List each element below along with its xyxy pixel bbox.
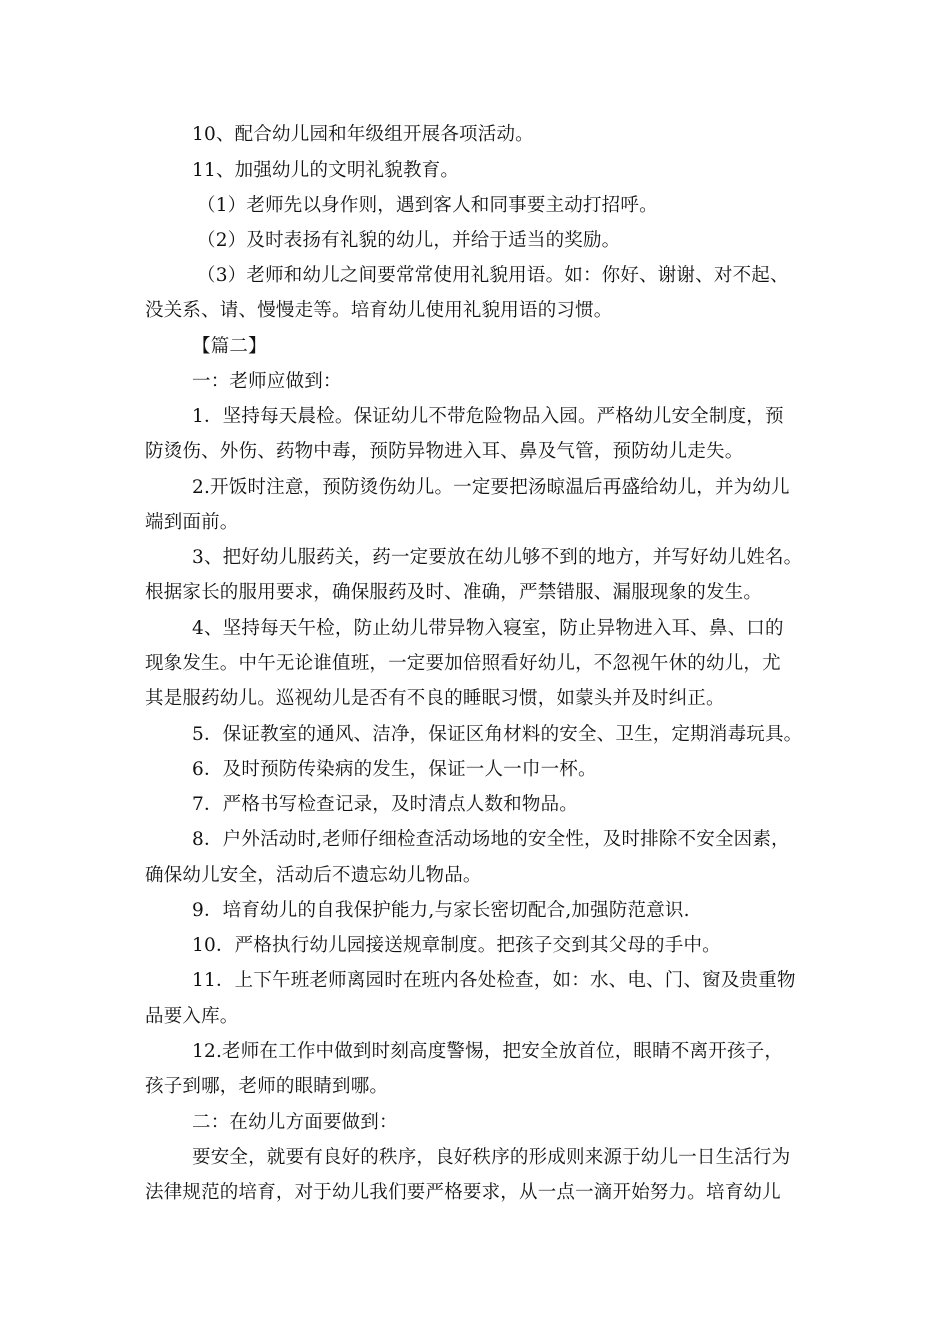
paragraph-line: 1．坚持每天晨检。保证幼儿不带危险物品入园。严格幼儿安全制度，预 [192,406,784,427]
paragraph-line: 4、坚持每天午检，防止幼儿带异物入寝室，防止异物进入耳、鼻、口的 [192,618,784,639]
section-heading: 【篇二】 [192,336,267,357]
paragraph-line: 确保幼儿安全，活动后不遗忘幼儿物品。 [145,865,482,886]
paragraph-line: 7．严格书写检查记录，及时清点人数和物品。 [192,794,578,815]
paragraph-line: 11、加强幼儿的文明礼貌教育。 [192,160,460,181]
paragraph-line: 9．培育幼儿的自我保护能力,与家长密切配合,加强防范意识. [192,900,690,921]
paragraph-line: 12.老师在工作中做到时刻高度警惕，把安全放首位，眼睛不离开孩子， [192,1041,784,1062]
paragraph-line: 2.开饭时注意，预防烫伤幼儿。一定要把汤晾温后再盛给幼儿，并为幼儿 [192,477,790,498]
paragraph-line: 8．户外活动时,老师仔细检查活动场地的安全性，及时排除不安全因素， [192,829,790,850]
paragraph-line: 根据家长的服用要求，确保服药及时、准确，严禁错服、漏服现象的发生。 [145,582,763,603]
paragraph-line: 5．保证教室的通风、洁净，保证区角材料的安全、卫生，定期消毒玩具。 [192,724,803,745]
subheading: 一：老师应做到： [192,371,342,392]
paragraph-line: 现象发生。中午无论谁值班，一定要加倍照看好幼儿，不忽视午休的幼儿，尤 [145,653,781,674]
paragraph-line: （3）老师和幼儿之间要常常使用礼貌用语。如：你好、谢谢、对不起、 [197,265,789,286]
paragraph-line: 法律规范的培育，对于幼儿我们要严格要求，从一点一滴开始努力。培育幼儿 [145,1182,781,1203]
paragraph-line: 孩子到哪，老师的眼睛到哪。 [145,1076,389,1097]
paragraph-line: 要安全，就要有良好的秩序，良好秩序的形成则来源于幼儿一日生活行为 [192,1147,791,1168]
paragraph-line: 没关系、请、慢慢走等。培育幼儿使用礼貌用语的习惯。 [145,300,613,321]
paragraph-line: 10．严格执行幼儿园接送规章制度。把孩子交到其父母的手中。 [192,935,721,956]
paragraph-line: 防烫伤、外伤、药物中毒，预防异物进入耳、鼻及气管，预防幼儿走失。 [145,441,744,462]
paragraph-line: 11．上下午班老师离园时在班内各处检查，如：水、电、门、窗及贵重物 [192,970,796,991]
subheading: 二：在幼儿方面要做到： [192,1112,398,1133]
paragraph-line: 端到面前。 [145,512,239,533]
paragraph-line: 3、把好幼儿服药关，药一定要放在幼儿够不到的地方，并写好幼儿姓名。 [192,547,803,568]
paragraph-line: 其是服药幼儿。巡视幼儿是否有不良的睡眠习惯，如蒙头并及时纠正。 [145,688,725,709]
paragraph-line: 品要入库。 [145,1006,239,1027]
paragraph-line: 6．及时预防传染病的发生，保证一人一巾一杯。 [192,759,597,780]
paragraph-line: （2）及时表扬有礼貌的幼儿，并给于适当的奖励。 [197,230,621,251]
paragraph-line: （1）老师先以身作则，遇到客人和同事要主动打招呼。 [197,195,658,216]
paragraph-line: 10、配合幼儿园和年级组开展各项活动。 [192,124,534,145]
